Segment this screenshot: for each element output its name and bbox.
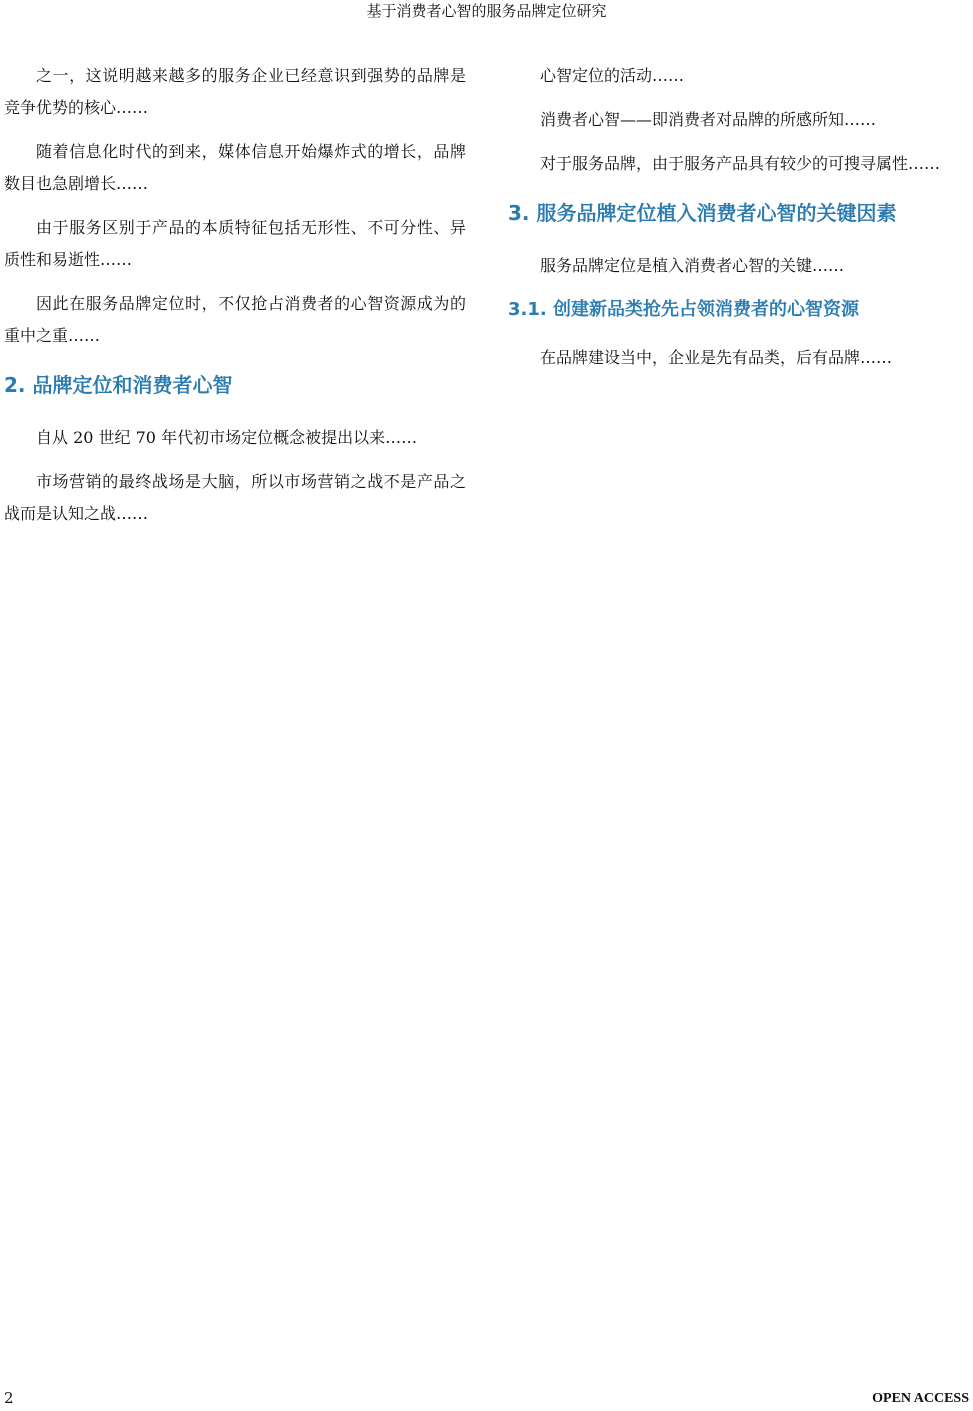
left-paragraph-6: 市场营销的最终战场是大脑，所以市场营销之战不是产品之战而是认知之战…… <box>4 472 466 523</box>
right-column <box>508 60 970 386</box>
left-paragraph-4: 因此在服务品牌定位时，不仅抢占消费者的心智资源成为的重中之重…… <box>4 294 466 345</box>
section-2-heading: 2. 品牌定位和消费者心智 <box>4 373 233 397</box>
left-column <box>4 60 466 542</box>
right-paragraph-3: 对于服务品牌，由于服务产品具有较少的可搜寻属性…… <box>540 154 941 173</box>
page-number: 2 <box>4 1389 14 1407</box>
left-paragraph-5: 自从 20 世纪 70 年代初市场定位概念被提出以来…… <box>36 428 418 447</box>
left-paragraph-1: 之一，这说明越来越多的服务企业已经意识到强势的品牌是竞争优势的核心…… <box>4 66 466 117</box>
section-3-heading: 3. 服务品牌定位植入消费者心智的关键因素 <box>508 201 897 225</box>
right-paragraph-2: 消费者心智——即消费者对品牌的所感所知…… <box>540 110 877 129</box>
right-paragraph-5: 在品牌建设当中，企业是先有品类，后有品牌…… <box>540 348 893 367</box>
left-paragraph-3: 由于服务区别于产品的本质特征包括无形性、不可分性、异质性和易逝性…… <box>4 218 466 269</box>
right-paragraph-1: 心智定位的活动…… <box>540 66 685 85</box>
section-3-1-heading: 3.1. 创建新品类抢先占领消费者的心智资源 <box>508 299 859 320</box>
running-head: 基于消费者心智的服务品牌定位研究 <box>366 2 607 20</box>
open-access-label: OPEN ACCESS <box>872 1391 969 1406</box>
left-paragraph-2: 随着信息化时代的到来，媒体信息开始爆炸式的增长，品牌数目也急剧增长…… <box>4 142 466 193</box>
right-paragraph-4: 服务品牌定位是植入消费者心智的关键…… <box>540 256 845 275</box>
